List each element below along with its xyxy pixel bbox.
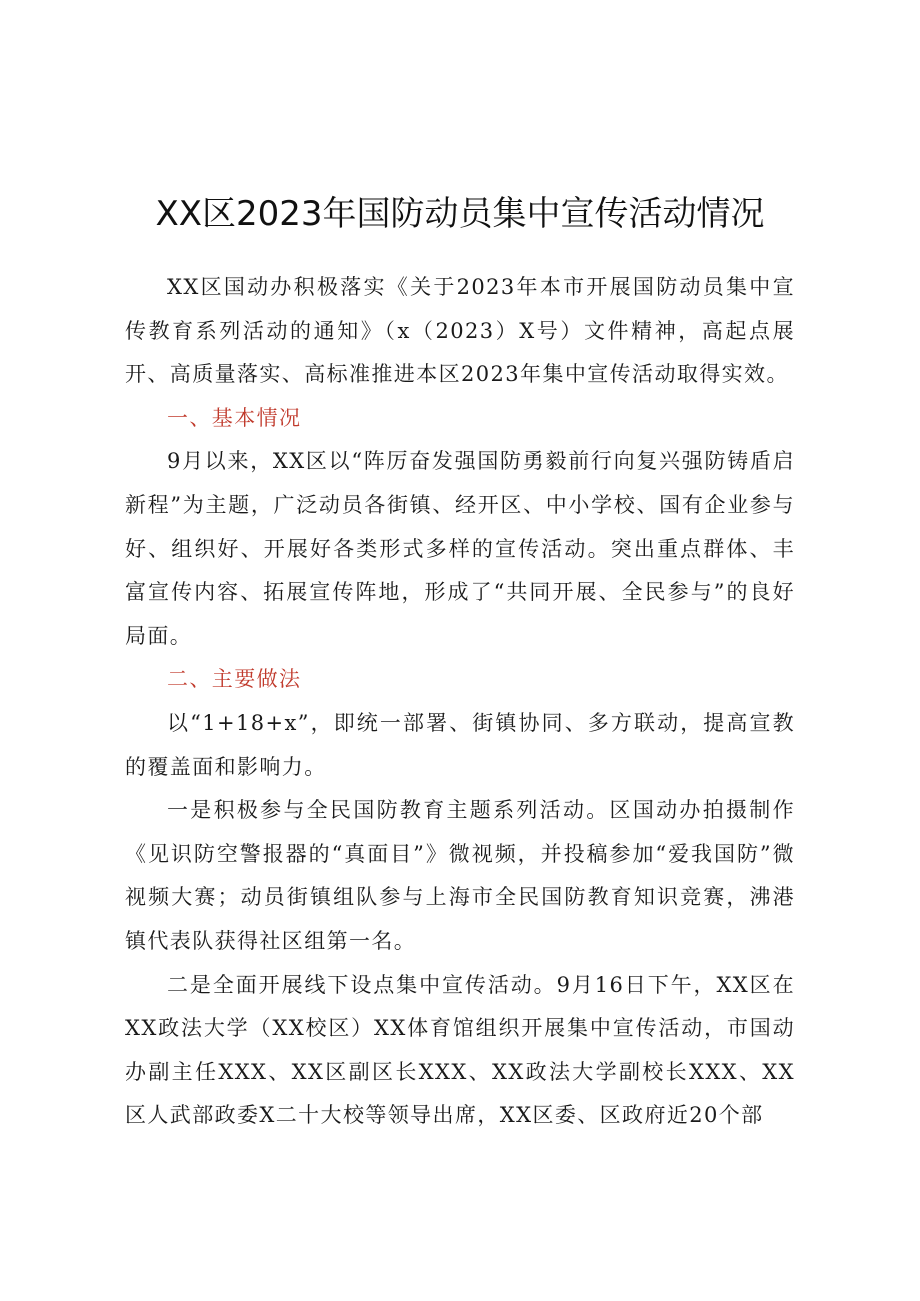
practice-two-paragraph: 二是全面开展线下设点集中宣传活动。9月16日下午，XX区在XX政法大学（XX校区）XX体育馆组织开展集中宣传活动，市国动办副主任XXX、XX区副区长XXX、XX政法大学副校长XXX、XX区人武部政委X二十大校等领导出席，XX区委、区政府近20个部 bbox=[125, 972, 795, 1128]
document-body bbox=[125, 266, 795, 1138]
document-title: XX区2023年国防动员集中宣传活动情况 bbox=[155, 194, 765, 234]
practice-one-paragraph: 一是积极参与全民国防教育主题系列活动。区国动办拍摄制作《见识防空警报器的“真面目”》微视频，并投稿参加“爱我国防”微视频大赛；动员街镇组队参与上海市全民国防教育知识竞赛，沸港镇代表队获得社区组第一名。 bbox=[125, 798, 795, 953]
section-heading-basic-situation: 一、基本情况 bbox=[167, 405, 302, 430]
section-heading-main-practices: 二、主要做法 bbox=[167, 667, 302, 692]
main-practices-paragraph: 以“1+18+x”，即统一部署、街镇协同、多方联动，提高宣教的覆盖面和影响力。 bbox=[125, 710, 795, 779]
intro-paragraph: XX区国动办积极落实《关于2023年本市开展国防动员集中宣传教育系列活动的通知》（x（2023）X号）文件精神，高起点展开、高质量落实、高标准推进本区2023年集中宣传活动取得实效。 bbox=[125, 275, 795, 387]
basic-situation-paragraph: 9月以来，XX区以“阵厉奋发强国防勇毅前行向复兴强防铸盾启新程”为主题，广泛动员各街镇、经开区、中小学校、国有企业参与好、组织好、开展好各类形式多样的宣传活动。突出重点群体、丰富宣传内容、拓展宣传阵地，形成了“共同开展、全民参与”的良好局面。 bbox=[125, 449, 795, 648]
